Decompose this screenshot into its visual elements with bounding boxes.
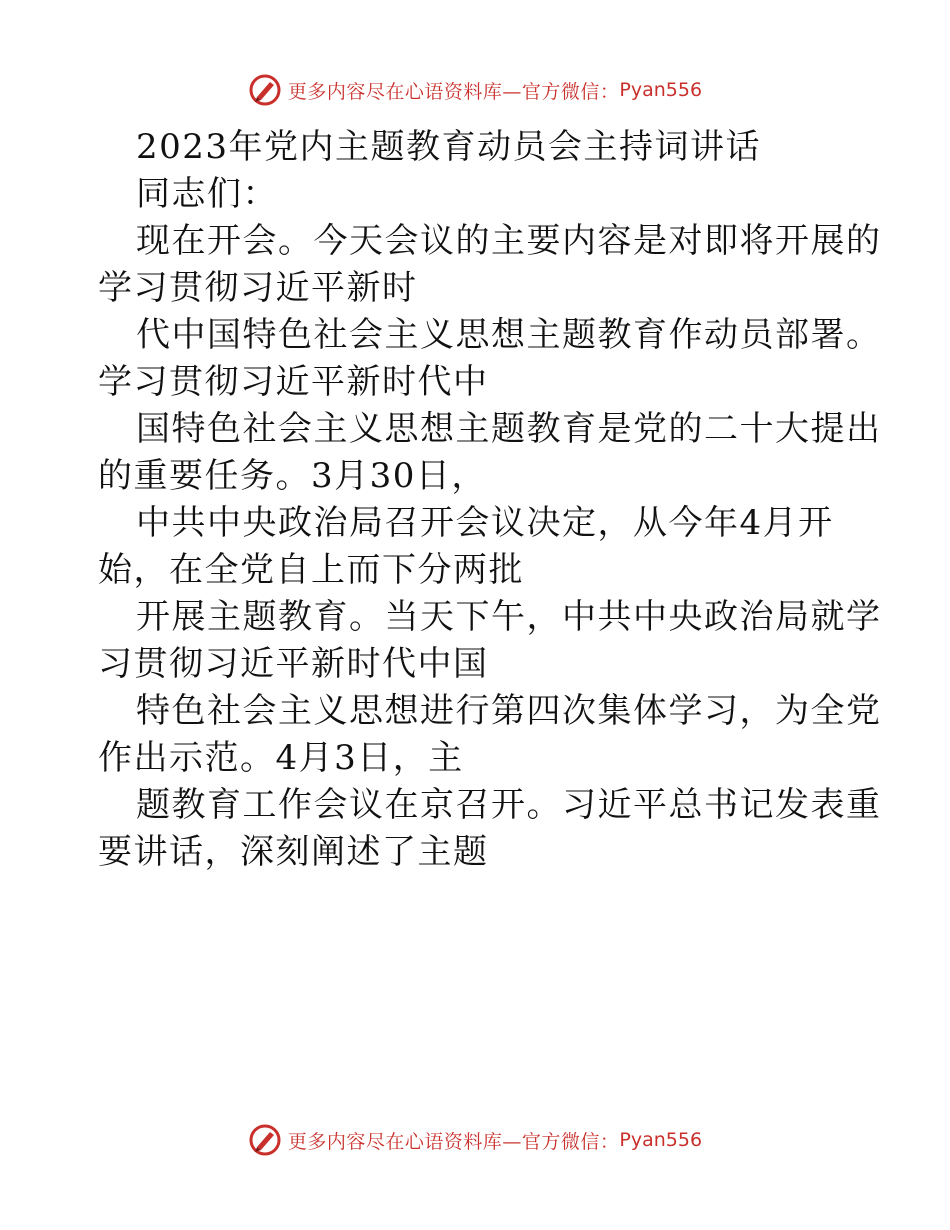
document-line: 题教育工作会议在京召开。习近平总书记发表重	[136, 785, 882, 825]
document-line: 习贯彻习近平新时代中国	[98, 644, 489, 684]
banner-text: 更多内容尽在心语资料库—官方微信：	[287, 80, 620, 103]
banner-account: Pyan556	[619, 79, 703, 101]
footer-watermark-banner	[0, 1120, 950, 1160]
document-line: 特色社会主义思想进行第四次集体学习，为全党	[136, 691, 882, 731]
banner-account: Pyan556	[619, 1129, 703, 1151]
document-line: 开展主题教育。当天下午，中共中央政治局就学	[136, 597, 882, 637]
header-watermark-banner	[0, 70, 950, 110]
document-line: 学习贯彻习近平新时代中	[98, 362, 489, 402]
document-line: 现在开会。今天会议的主要内容是对即将开展的	[136, 221, 882, 261]
document-line: 代中国特色社会主义思想主题教育作动员部署。	[136, 315, 882, 355]
document-line: 同志们：	[136, 174, 278, 214]
pen-circle-logo-icon	[248, 73, 282, 107]
document-line: 作出示范。4月3日，主	[98, 738, 464, 778]
banner-text: 更多内容尽在心语资料库—官方微信：	[287, 1130, 620, 1153]
document-line: 的重要任务。3月30日，	[98, 456, 487, 496]
document-line: 始，在全党自上而下分两批	[98, 550, 524, 590]
document-line: 国特色社会主义思想主题教育是党的二十大提出	[136, 409, 882, 449]
document-line: 要讲话，深刻阐述了主题	[98, 832, 489, 872]
pen-circle-logo-icon	[248, 1123, 282, 1157]
document-title: 2023年党内主题教育动员会主持词讲话	[136, 127, 762, 167]
document-line: 中共中央政治局召开会议决定，从今年4月开	[136, 503, 834, 543]
document-line: 学习贯彻习近平新时	[98, 268, 418, 308]
document-body	[98, 124, 882, 876]
